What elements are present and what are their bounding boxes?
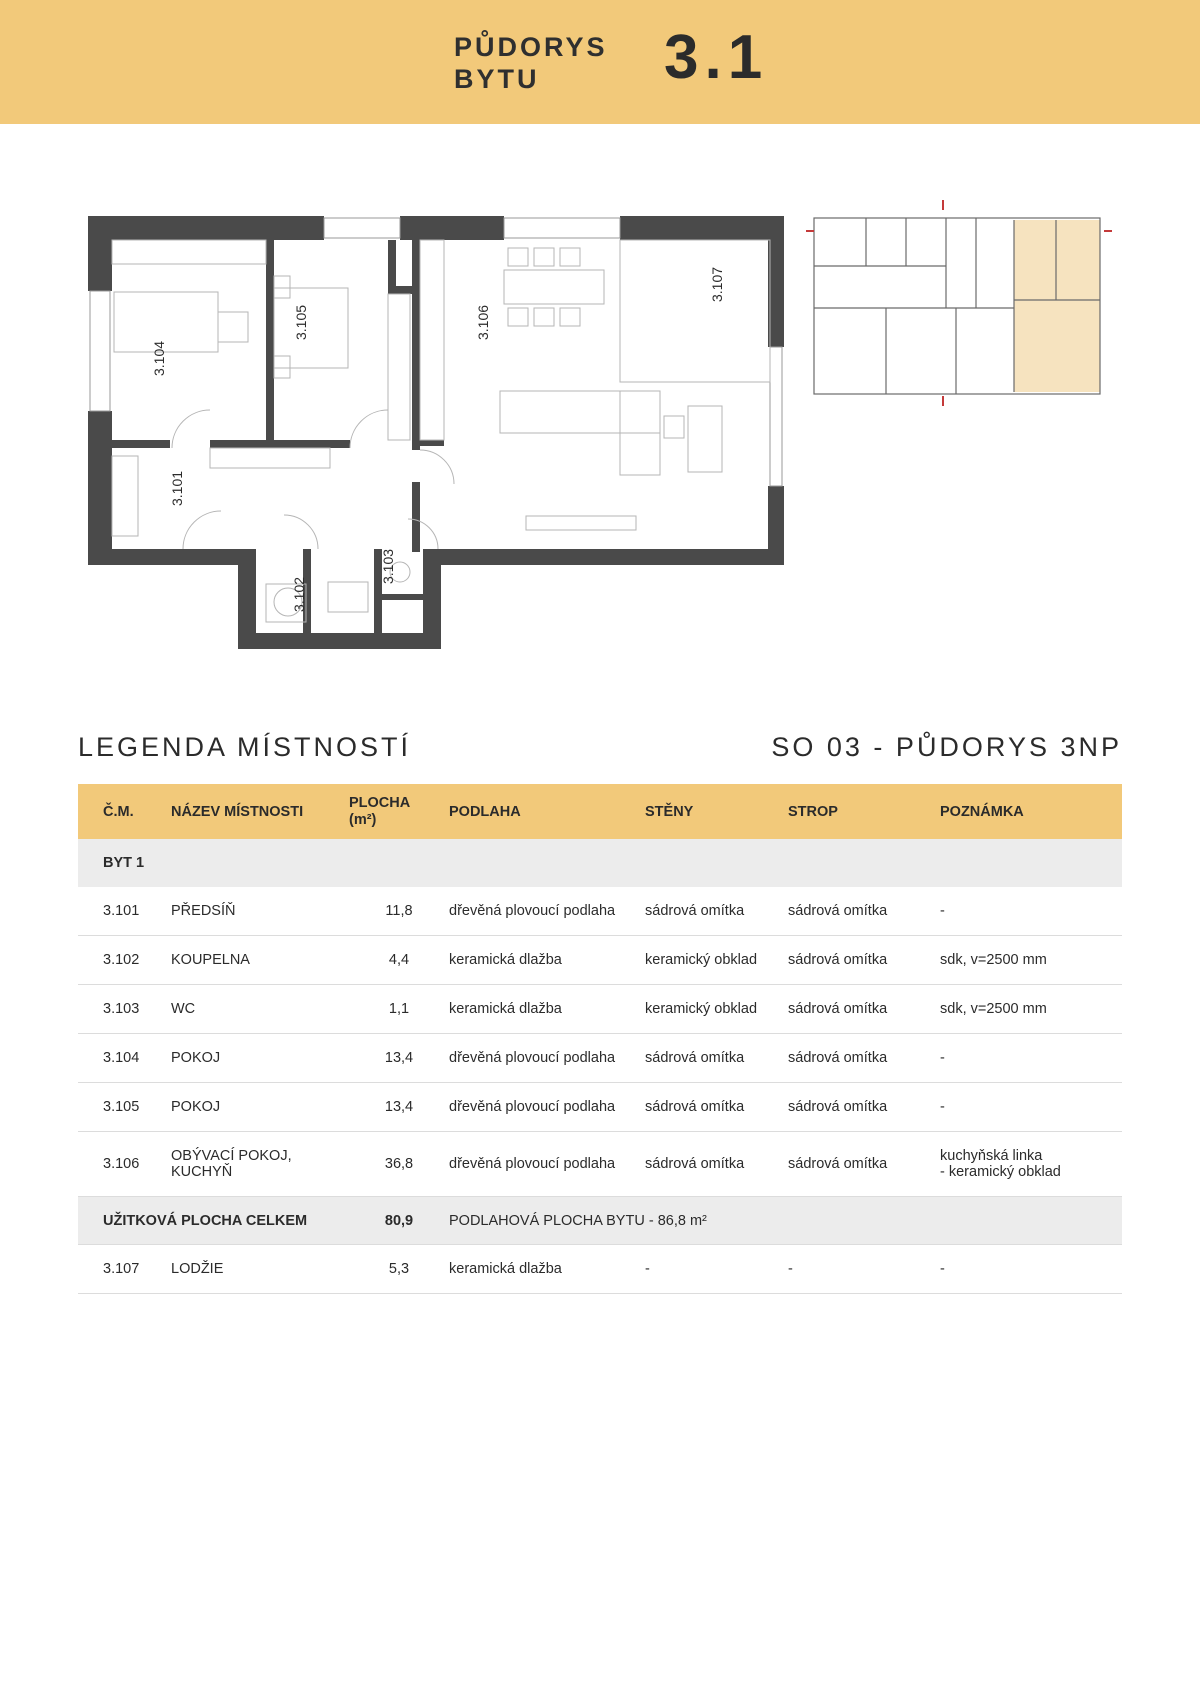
cell-ceiling: sádrová omítka — [788, 985, 940, 1034]
cell-name: KOUPELNA — [171, 936, 349, 985]
legend-title: LEGENDA MÍSTNOSTÍ — [78, 732, 412, 762]
cell-floor: dřevěná plovoucí podlaha — [449, 887, 645, 936]
cell-note — [940, 1132, 1122, 1197]
cell-area: 5,3 — [349, 1245, 449, 1294]
cell-cm: 3.102 — [78, 936, 171, 985]
cell-note-line2: - keramický obklad — [940, 1164, 1061, 1180]
room-legend-table — [78, 784, 1122, 1294]
cell-walls: keramický obklad — [645, 985, 788, 1034]
cell-walls: sádrová omítka — [645, 1083, 788, 1132]
cell-floor: keramická dlažba — [449, 985, 645, 1034]
plan-walls — [88, 216, 784, 649]
header-banner — [0, 0, 1200, 124]
header-title-line1: PŮDORYS — [454, 32, 608, 62]
cell-ceiling: sádrová omítka — [788, 1034, 940, 1083]
col-header-area — [349, 784, 449, 839]
total-area: 80,9 — [349, 1197, 449, 1245]
table-row — [78, 985, 1122, 1034]
table-row — [78, 1034, 1122, 1083]
key-plan-highlight — [1014, 220, 1100, 392]
cell-area: 4,4 — [349, 936, 449, 985]
legend-subtitle: SO 03 - PŮDORYS 3NP — [771, 732, 1122, 762]
col-header-area-label: PLOCHA — [349, 794, 411, 811]
cell-floor: dřevěná plovoucí podlaha — [449, 1034, 645, 1083]
table-group-row — [78, 839, 1122, 887]
plan-label-3104: 3.104 — [151, 340, 167, 376]
cell-name-line1: OBÝVACÍ POKOJ, — [171, 1148, 292, 1164]
table-row — [78, 1132, 1122, 1197]
cell-ceiling: sádrová omítka — [788, 887, 940, 936]
cell-floor: dřevěná plovoucí podlaha — [449, 1083, 645, 1132]
table-total-row — [78, 1197, 1122, 1245]
plan-label-3101: 3.101 — [169, 470, 185, 506]
cell-ceiling: - — [788, 1245, 940, 1294]
cell-cm: 3.105 — [78, 1083, 171, 1132]
key-plan — [806, 196, 1118, 410]
cell-area: 11,8 — [349, 887, 449, 936]
cell-walls: sádrová omítka — [645, 887, 788, 936]
cell-walls: - — [645, 1245, 788, 1294]
cell-walls: keramický obklad — [645, 936, 788, 985]
table-row — [78, 1083, 1122, 1132]
unit-number: 3.1 — [664, 23, 769, 92]
cell-cm: 3.104 — [78, 1034, 171, 1083]
table-row — [78, 1245, 1122, 1294]
cell-cm: 3.106 — [78, 1132, 171, 1197]
cell-floor: dřevěná plovoucí podlaha — [449, 1132, 645, 1197]
cell-name: PŘEDSÍŇ — [171, 887, 349, 936]
table-header-row — [78, 784, 1122, 839]
floor-plan — [88, 216, 788, 650]
col-header-walls: STĚNY — [645, 784, 788, 839]
col-header-ceiling: STROP — [788, 784, 940, 839]
cell-name: WC — [171, 985, 349, 1034]
col-header-cm: Č.M. — [78, 784, 171, 839]
plan-label-3106: 3.106 — [475, 304, 491, 340]
cell-name — [171, 1132, 349, 1197]
cell-area: 1,1 — [349, 985, 449, 1034]
table-row — [78, 887, 1122, 936]
col-header-area-unit: (m²) — [349, 811, 377, 828]
col-header-note: POZNÁMKA — [940, 784, 1122, 839]
table-row — [78, 936, 1122, 985]
cell-note: sdk, v=2500 mm — [940, 936, 1122, 985]
cell-walls: sádrová omítka — [645, 1034, 788, 1083]
cell-area: 13,4 — [349, 1083, 449, 1132]
total-label: UŽITKOVÁ PLOCHA CELKEM — [78, 1197, 349, 1245]
col-header-floor: PODLAHA — [449, 784, 645, 839]
plan-label-3103: 3.103 — [380, 548, 396, 584]
cell-floor: keramická dlažba — [449, 1245, 645, 1294]
plan-label-3105: 3.105 — [293, 304, 309, 340]
cell-walls: sádrová omítka — [645, 1132, 788, 1197]
plan-label-3102: 3.102 — [291, 576, 307, 612]
cell-note: sdk, v=2500 mm — [940, 985, 1122, 1034]
cell-name: LODŽIE — [171, 1245, 349, 1294]
plan-label-3107: 3.107 — [709, 266, 725, 302]
cell-cm: 3.101 — [78, 887, 171, 936]
cell-area: 36,8 — [349, 1132, 449, 1197]
cell-name-line2: KUCHYŇ — [171, 1164, 233, 1180]
cell-cm: 3.103 — [78, 985, 171, 1034]
cell-floor: keramická dlažba — [449, 936, 645, 985]
cell-ceiling: sádrová omítka — [788, 1132, 940, 1197]
cell-cm: 3.107 — [78, 1245, 171, 1294]
cell-note: - — [940, 1245, 1122, 1294]
cell-note: - — [940, 1083, 1122, 1132]
cell-note: - — [940, 1034, 1122, 1083]
cell-note: - — [940, 887, 1122, 936]
cell-ceiling: sádrová omítka — [788, 1083, 940, 1132]
group-label: BYT 1 — [78, 839, 1122, 887]
cell-name: POKOJ — [171, 1083, 349, 1132]
cell-ceiling: sádrová omítka — [788, 936, 940, 985]
cell-name: POKOJ — [171, 1034, 349, 1083]
col-header-name: NÁZEV MÍSTNOSTI — [171, 784, 349, 839]
total-note: PODLAHOVÁ PLOCHA BYTU - 86,8 m² — [449, 1197, 1122, 1245]
cell-note-line1: kuchyňská linka — [940, 1148, 1043, 1164]
header-title-line2: BYTU — [454, 64, 540, 94]
cell-area: 13,4 — [349, 1034, 449, 1083]
